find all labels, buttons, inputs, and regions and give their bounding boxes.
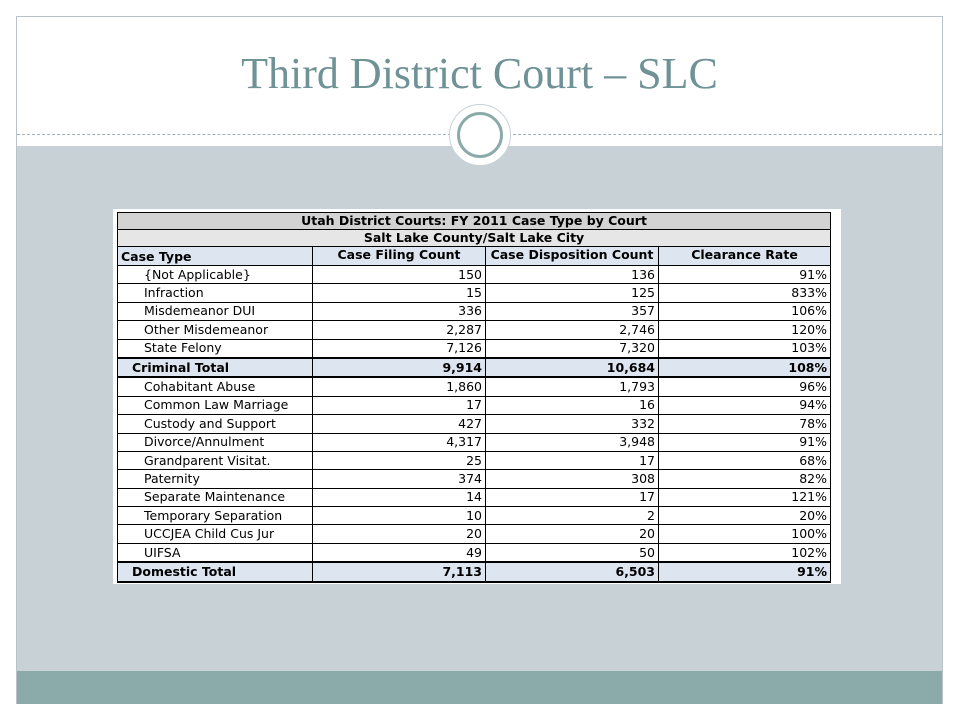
- cell-clearance-rate: 100%: [659, 525, 831, 543]
- cell-filing-count: 14: [313, 488, 486, 506]
- cell-disposition-count: 136: [486, 266, 659, 284]
- cell-filing-count: 1,860: [313, 377, 486, 396]
- cell-disposition-count: 308: [486, 470, 659, 488]
- footer-band: [17, 671, 942, 704]
- cell-case-type: Criminal Total: [118, 358, 313, 377]
- cell-clearance-rate: 106%: [659, 302, 831, 320]
- table-subtitle-row: [118, 230, 831, 247]
- cell-clearance-rate: 91%: [659, 266, 831, 284]
- cell-disposition-count: 357: [486, 302, 659, 320]
- cell-disposition-count: 6,503: [486, 562, 659, 581]
- cell-clearance-rate: 68%: [659, 451, 831, 469]
- table-title: Utah District Courts: FY 2011 Case Type by Court: [118, 213, 831, 230]
- header-case-type: Case Type: [118, 247, 313, 266]
- table-image: [113, 209, 841, 584]
- cell-filing-count: 4,317: [313, 433, 486, 451]
- table-row: [118, 266, 831, 284]
- cell-case-type: Paternity: [118, 470, 313, 488]
- table-row: [118, 396, 831, 414]
- slide-title: Third District Court – SLC: [241, 49, 718, 98]
- table-row: [118, 321, 831, 339]
- cell-disposition-count: 16: [486, 396, 659, 414]
- cell-filing-count: 2,287: [313, 321, 486, 339]
- table-row: [118, 415, 831, 433]
- cell-clearance-rate: 102%: [659, 543, 831, 562]
- cell-case-type: State Felony: [118, 339, 313, 358]
- cell-disposition-count: 17: [486, 488, 659, 506]
- table-row: [118, 302, 831, 320]
- cell-case-type: Custody and Support: [118, 415, 313, 433]
- cell-filing-count: 7,113: [313, 562, 486, 581]
- cell-filing-count: 10: [313, 507, 486, 525]
- cell-clearance-rate: 96%: [659, 377, 831, 396]
- cell-clearance-rate: 91%: [659, 562, 831, 581]
- cell-case-type: Other Misdemeanor: [118, 321, 313, 339]
- cell-case-type: Misdemeanor DUI: [118, 302, 313, 320]
- cell-clearance-rate: 82%: [659, 470, 831, 488]
- cell-disposition-count: 20: [486, 525, 659, 543]
- cell-filing-count: 374: [313, 470, 486, 488]
- cell-filing-count: 15: [313, 284, 486, 302]
- table-row: [118, 543, 831, 562]
- cell-disposition-count: 50: [486, 543, 659, 562]
- cell-filing-count: 150: [313, 266, 486, 284]
- table-row: [118, 451, 831, 469]
- cell-filing-count: 9,914: [313, 358, 486, 377]
- cell-clearance-rate: 108%: [659, 358, 831, 377]
- cell-clearance-rate: 94%: [659, 396, 831, 414]
- cell-case-type: Separate Maintenance: [118, 488, 313, 506]
- table-row: [118, 470, 831, 488]
- column-header-row: [118, 247, 831, 266]
- cell-disposition-count: 3,948: [486, 433, 659, 451]
- cell-disposition-count: 125: [486, 284, 659, 302]
- circle-ornament-icon: [449, 104, 511, 166]
- header-filing-count: Case Filing Count: [313, 247, 486, 266]
- header-clearance-rate: Clearance Rate: [659, 247, 831, 266]
- cell-case-type: Divorce/Annulment: [118, 433, 313, 451]
- cell-filing-count: 20: [313, 525, 486, 543]
- cell-disposition-count: 2: [486, 507, 659, 525]
- cell-disposition-count: 17: [486, 451, 659, 469]
- cell-clearance-rate: 103%: [659, 339, 831, 358]
- circle-ring: [457, 112, 503, 158]
- cell-case-type: {Not Applicable}: [118, 266, 313, 284]
- cell-filing-count: 7,126: [313, 339, 486, 358]
- table-row: [118, 507, 831, 525]
- cell-clearance-rate: 833%: [659, 284, 831, 302]
- table-subtitle: Salt Lake County/Salt Lake City: [118, 230, 831, 247]
- cell-clearance-rate: 78%: [659, 415, 831, 433]
- cell-case-type: Domestic Total: [118, 562, 313, 581]
- cell-disposition-count: 7,320: [486, 339, 659, 358]
- cell-case-type: Temporary Separation: [118, 507, 313, 525]
- cell-filing-count: 49: [313, 543, 486, 562]
- table-row: [118, 339, 831, 358]
- cell-clearance-rate: 20%: [659, 507, 831, 525]
- cell-clearance-rate: 120%: [659, 321, 831, 339]
- cell-clearance-rate: 91%: [659, 433, 831, 451]
- cell-case-type: Cohabitant Abuse: [118, 377, 313, 396]
- table-title-row: [118, 213, 831, 230]
- cell-disposition-count: 1,793: [486, 377, 659, 396]
- cell-disposition-count: 10,684: [486, 358, 659, 377]
- table-row: [118, 377, 831, 396]
- table-row: [118, 433, 831, 451]
- table-row: [118, 284, 831, 302]
- cell-clearance-rate: 121%: [659, 488, 831, 506]
- header-disposition-count: Case Disposition Count: [486, 247, 659, 266]
- cell-filing-count: 336: [313, 302, 486, 320]
- cell-disposition-count: 332: [486, 415, 659, 433]
- cell-case-type: Grandparent Visitat.: [118, 451, 313, 469]
- cell-case-type: Infraction: [118, 284, 313, 302]
- cell-case-type: UCCJEA Child Cus Jur: [118, 525, 313, 543]
- cell-disposition-count: 2,746: [486, 321, 659, 339]
- case-type-table: [117, 212, 831, 583]
- cell-filing-count: 25: [313, 451, 486, 469]
- table-row: [118, 488, 831, 506]
- criminal-total-row: [118, 358, 831, 377]
- cell-case-type: Common Law Marriage: [118, 396, 313, 414]
- cell-filing-count: 427: [313, 415, 486, 433]
- table-row: [118, 525, 831, 543]
- cell-filing-count: 17: [313, 396, 486, 414]
- domestic-total-row: [118, 562, 831, 581]
- cell-case-type: UIFSA: [118, 543, 313, 562]
